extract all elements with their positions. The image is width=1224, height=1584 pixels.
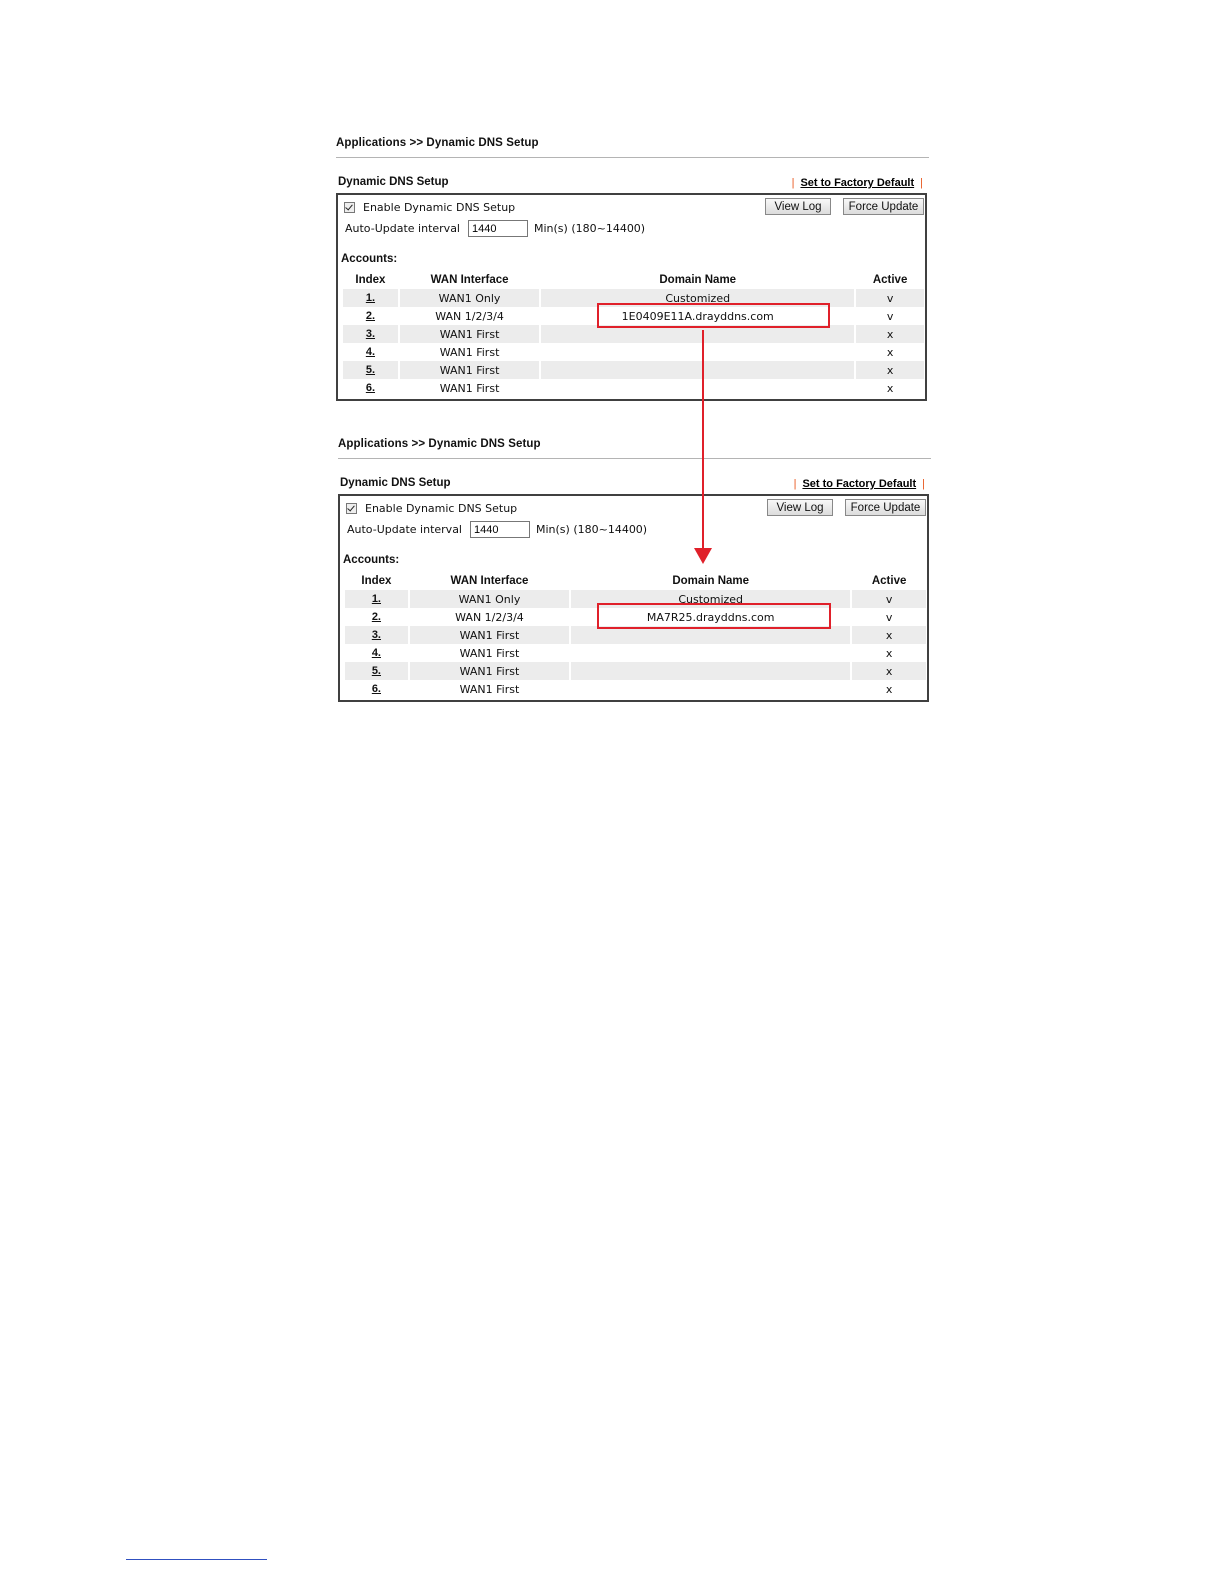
enable-checkbox[interactable] <box>346 503 357 514</box>
row-domain: Customized <box>571 590 850 608</box>
row-active: v <box>856 289 924 307</box>
interval-input[interactable] <box>470 521 530 538</box>
enable-row <box>344 201 515 214</box>
divider <box>336 157 929 158</box>
row-index-link[interactable]: 5. <box>343 361 398 379</box>
row-active: x <box>852 626 926 644</box>
table-header <box>345 571 926 590</box>
section-title: Dynamic DNS Setup <box>340 477 451 489</box>
header-domain: Domain Name <box>672 574 750 587</box>
accounts-label: Accounts: <box>343 554 400 566</box>
table-header <box>343 270 924 289</box>
breadcrumb: Applications >> Dynamic DNS Setup <box>338 438 541 450</box>
row-domain: 1E0409E11A.drayddns.com <box>621 309 774 323</box>
interval-label: Auto-Update interval <box>345 222 460 235</box>
ddns-box <box>336 193 927 401</box>
highlight-box-before <box>597 303 830 328</box>
row-wan: WAN 1/2/3/4 <box>455 610 524 624</box>
view-log-button[interactable]: View Log <box>767 499 833 516</box>
row-active: x <box>852 662 926 680</box>
row-domain <box>541 361 854 379</box>
arrow-down-icon <box>694 548 712 564</box>
row-wan: WAN1 Only <box>410 590 569 608</box>
row-wan: WAN1 First <box>459 646 520 660</box>
row-wan: WAN1 First <box>400 325 539 343</box>
header-wan: WAN Interface <box>450 574 529 587</box>
enable-checkbox[interactable] <box>344 202 355 213</box>
table-row <box>343 379 924 397</box>
row-wan: WAN1 First <box>400 361 539 379</box>
row-domain <box>571 644 850 662</box>
table-row <box>345 644 926 662</box>
row-domain <box>571 662 850 680</box>
row-index-link[interactable]: 6. <box>365 382 376 394</box>
section-title: Dynamic DNS Setup <box>338 176 449 188</box>
view-log-button[interactable]: View Log <box>765 198 831 215</box>
row-index-link[interactable]: 4. <box>365 346 376 358</box>
row-wan: WAN1 First <box>439 381 500 395</box>
table-row <box>345 662 926 680</box>
breadcrumb: Applications >> Dynamic DNS Setup <box>336 137 539 149</box>
row-index-link[interactable]: 2. <box>365 310 376 322</box>
row-wan: WAN1 First <box>410 662 569 680</box>
enable-row <box>346 502 517 515</box>
force-update-button[interactable]: Force Update <box>843 198 924 215</box>
row-index-link[interactable]: 1. <box>345 590 408 608</box>
header-active: Active <box>871 574 907 587</box>
table-row <box>343 343 924 361</box>
interval-row <box>347 521 647 538</box>
row-domain <box>541 343 854 361</box>
row-index-link[interactable]: 3. <box>343 325 398 343</box>
interval-label: Auto-Update interval <box>347 523 462 536</box>
row-index-link[interactable]: 3. <box>345 626 408 644</box>
row-active: x <box>886 381 894 395</box>
row-wan: WAN1 First <box>459 682 520 696</box>
factory-default-link[interactable]: Set to Factory Default <box>800 177 915 189</box>
interval-row <box>345 220 645 237</box>
row-wan: WAN1 First <box>439 345 500 359</box>
ddns-box <box>338 494 929 702</box>
row-active: x <box>856 325 924 343</box>
row-active: v <box>885 610 893 624</box>
interval-unit: Min(s) (180~14400) <box>535 523 648 536</box>
header-index: Index <box>355 273 386 286</box>
row-domain: MA7R25.drayddns.com <box>646 610 775 624</box>
row-domain <box>541 379 854 397</box>
row-wan: WAN1 Only <box>400 289 539 307</box>
row-index-link[interactable]: 4. <box>371 647 381 659</box>
header-wan: WAN Interface <box>430 273 509 286</box>
highlight-box-after <box>597 603 831 629</box>
row-domain <box>571 680 850 698</box>
accounts-table <box>341 270 926 397</box>
row-active: x <box>885 682 893 696</box>
row-index-link[interactable]: 5. <box>345 662 408 680</box>
row-domain: Customized <box>541 289 854 307</box>
enable-label: Enable Dynamic DNS Setup <box>363 201 516 214</box>
row-active: x <box>885 646 893 660</box>
row-index-link[interactable]: 6. <box>371 683 381 695</box>
row-index-link[interactable]: 2. <box>371 611 381 623</box>
row-active: v <box>886 309 894 323</box>
row-index-link[interactable]: 1. <box>343 289 398 307</box>
header-domain: Domain Name <box>659 273 737 286</box>
table-row <box>343 361 924 379</box>
interval-unit: Min(s) (180~14400) <box>533 222 646 235</box>
factory-default-area: | Set to Factory Default | <box>793 478 925 490</box>
factory-default-area: | Set to Factory Default | <box>791 177 923 189</box>
factory-default-link[interactable]: Set to Factory Default <box>802 478 917 490</box>
interval-input[interactable] <box>468 220 528 237</box>
table-row <box>345 680 926 698</box>
row-wan: WAN1 First <box>410 626 569 644</box>
accounts-label: Accounts: <box>341 253 398 265</box>
row-active: x <box>886 345 894 359</box>
footer-line <box>126 1559 267 1560</box>
enable-label: Enable Dynamic DNS Setup <box>365 502 518 515</box>
row-wan: WAN 1/2/3/4 <box>435 309 504 323</box>
row-active: v <box>852 590 926 608</box>
header-index: Index <box>361 574 392 587</box>
row-active: x <box>856 361 924 379</box>
force-update-button[interactable]: Force Update <box>845 499 926 516</box>
header-active: Active <box>872 273 908 286</box>
accounts-table <box>343 571 928 698</box>
divider <box>338 458 931 459</box>
arrow-line <box>702 330 704 548</box>
